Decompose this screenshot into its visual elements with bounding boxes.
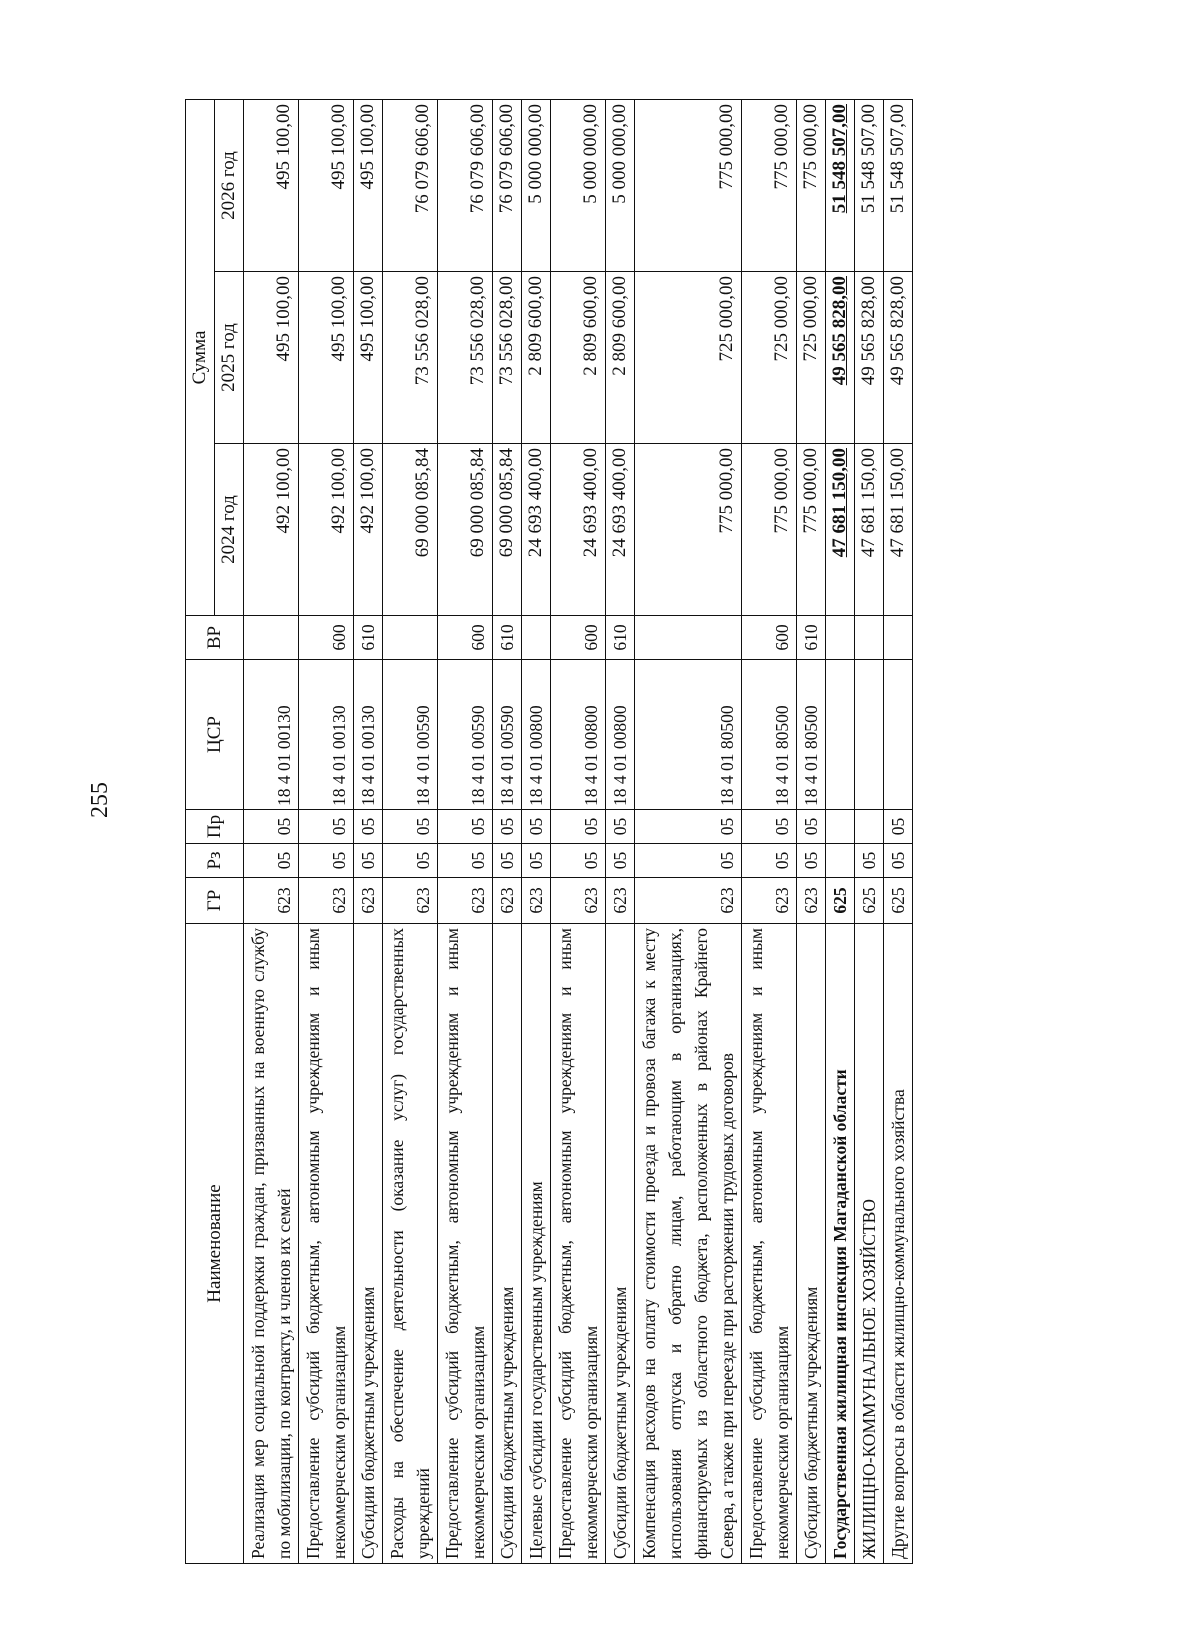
cell-vr: 600 [438, 616, 493, 660]
header-gr: ГР [186, 878, 244, 924]
cell-2026: 51 548 507,00 [826, 100, 855, 272]
cell-pr: 05 [493, 810, 522, 844]
cell-vr: 600 [299, 616, 354, 660]
cell-2025: 73 556 028,00 [383, 272, 438, 444]
header-row [186, 100, 215, 1564]
cell-pr: 05 [244, 810, 299, 844]
budget-table-sheet [185, 100, 1015, 1564]
cell-2025: 495 100,00 [299, 272, 354, 444]
cell-2026: 495 100,00 [354, 100, 383, 272]
cell-name: Целевые субсидии государственным учреждениям [522, 924, 551, 1564]
cell-2024: 47 681 150,00 [826, 444, 855, 616]
cell-csr: 18 4 01 80500 [797, 660, 826, 810]
cell-rz [826, 844, 855, 878]
header-2024: 2024 год [215, 444, 244, 616]
cell-gr: 623 [635, 878, 742, 924]
cell-vr [522, 616, 551, 660]
cell-csr: 18 4 01 80500 [742, 660, 797, 810]
cell-name: Субсидии бюджетным учреждениям [354, 924, 383, 1564]
cell-rz: 05 [884, 844, 913, 878]
cell-rz: 05 [299, 844, 354, 878]
cell-2024: 47 681 150,00 [855, 444, 884, 616]
cell-2026: 76 079 606,00 [438, 100, 493, 272]
table-row [797, 100, 826, 1564]
table-row [606, 100, 635, 1564]
table-row [522, 100, 551, 1564]
cell-rz: 05 [244, 844, 299, 878]
cell-2026: 775 000,00 [742, 100, 797, 272]
cell-rz: 05 [383, 844, 438, 878]
header-vr: ВР [186, 616, 244, 660]
cell-2026: 76 079 606,00 [383, 100, 438, 272]
table-row [551, 100, 606, 1564]
cell-pr: 05 [551, 810, 606, 844]
cell-2024: 775 000,00 [635, 444, 742, 616]
cell-vr: 610 [354, 616, 383, 660]
header-2026: 2026 год [215, 100, 244, 272]
table-row [354, 100, 383, 1564]
cell-vr [855, 616, 884, 660]
cell-vr: 610 [606, 616, 635, 660]
cell-2026: 495 100,00 [244, 100, 299, 272]
cell-gr: 623 [797, 878, 826, 924]
cell-name: Компенсация расходов на оплату стоимости проезда и провоза багажа к месту использования отпуска и обратно лицам, работающим в организациях, финансируемых из областного бюджета, расположенных в районах Крайнего Севера, а также при переезде при расторжении трудовых договоров [635, 924, 742, 1564]
cell-vr [826, 616, 855, 660]
cell-name: Расходы на обеспечение деятельности (оказание услуг) государственных учреждений [383, 924, 438, 1564]
table-row [635, 100, 742, 1564]
cell-gr: 623 [299, 878, 354, 924]
cell-pr: 05 [522, 810, 551, 844]
cell-gr: 623 [606, 878, 635, 924]
cell-name: Предоставление субсидий бюджетным, автономным учреждениям и иным некоммерческим организациям [299, 924, 354, 1564]
cell-pr: 05 [635, 810, 742, 844]
cell-2025: 49 565 828,00 [826, 272, 855, 444]
table-row [493, 100, 522, 1564]
cell-csr: 18 4 01 00800 [551, 660, 606, 810]
cell-rz: 05 [354, 844, 383, 878]
cell-2026: 775 000,00 [797, 100, 826, 272]
cell-2025: 2 809 600,00 [606, 272, 635, 444]
cell-pr: 05 [383, 810, 438, 844]
cell-name: Реализация мер социальной поддержки граждан, призванных на военную службу по мобилизации, по контракту, и членов их семей [244, 924, 299, 1564]
table-row [884, 100, 913, 1564]
table-row [244, 100, 299, 1564]
cell-rz: 05 [797, 844, 826, 878]
cell-vr [635, 616, 742, 660]
cell-gr: 623 [742, 878, 797, 924]
cell-csr: 18 4 01 80500 [635, 660, 742, 810]
cell-name: Предоставление субсидий бюджетным, автономным учреждениям и иным некоммерческим организациям [438, 924, 493, 1564]
cell-name: Предоставление субсидий бюджетным, автономным учреждениям и иным некоммерческим организациям [551, 924, 606, 1564]
cell-2024: 24 693 400,00 [606, 444, 635, 616]
table-row [383, 100, 438, 1564]
cell-name: Другие вопросы в области жилищно-коммунального хозяйства [884, 924, 913, 1564]
cell-csr: 18 4 01 00590 [493, 660, 522, 810]
cell-gr: 625 [884, 878, 913, 924]
cell-vr: 600 [551, 616, 606, 660]
cell-2025: 725 000,00 [797, 272, 826, 444]
cell-csr: 18 4 01 00800 [522, 660, 551, 810]
cell-gr: 625 [826, 878, 855, 924]
header-csr: ЦСР [186, 660, 244, 810]
cell-rz: 05 [551, 844, 606, 878]
cell-pr: 05 [742, 810, 797, 844]
cell-vr [244, 616, 299, 660]
cell-2026: 5 000 000,00 [606, 100, 635, 272]
cell-csr [884, 660, 913, 810]
header-sum: Сумма [186, 100, 215, 616]
table-body [244, 100, 913, 1564]
cell-csr: 18 4 01 00590 [438, 660, 493, 810]
cell-csr [855, 660, 884, 810]
cell-2026: 495 100,00 [299, 100, 354, 272]
cell-name: Государственная жилищная инспекция Магаданской области [826, 924, 855, 1564]
cell-csr: 18 4 01 00130 [354, 660, 383, 810]
cell-rz: 05 [742, 844, 797, 878]
cell-2026: 5 000 000,00 [551, 100, 606, 272]
cell-rz: 05 [438, 844, 493, 878]
cell-2025: 495 100,00 [244, 272, 299, 444]
table-row [855, 100, 884, 1564]
cell-vr: 610 [797, 616, 826, 660]
cell-pr [855, 810, 884, 844]
table-row [299, 100, 354, 1564]
cell-2025: 495 100,00 [354, 272, 383, 444]
cell-2025: 725 000,00 [635, 272, 742, 444]
cell-name: Субсидии бюджетным учреждениям [606, 924, 635, 1564]
cell-2024: 69 000 085,84 [438, 444, 493, 616]
cell-gr: 625 [855, 878, 884, 924]
cell-2026: 51 548 507,00 [884, 100, 913, 272]
cell-csr: 18 4 01 00590 [383, 660, 438, 810]
page-number: 255 [87, 782, 113, 818]
table-row [742, 100, 797, 1564]
cell-pr: 05 [438, 810, 493, 844]
header-2025: 2025 год [215, 272, 244, 444]
cell-2025: 73 556 028,00 [493, 272, 522, 444]
table-row [826, 100, 855, 1564]
cell-vr: 610 [493, 616, 522, 660]
header-rz: Рз [186, 844, 244, 878]
cell-csr: 18 4 01 00130 [244, 660, 299, 810]
cell-2026: 775 000,00 [635, 100, 742, 272]
cell-2024: 24 693 400,00 [522, 444, 551, 616]
cell-2024: 492 100,00 [299, 444, 354, 616]
cell-name: Субсидии бюджетным учреждениям [797, 924, 826, 1564]
cell-csr: 18 4 01 00800 [606, 660, 635, 810]
table-row [438, 100, 493, 1564]
cell-2025: 2 809 600,00 [522, 272, 551, 444]
header-pr: Пр [186, 810, 244, 844]
cell-2026: 5 000 000,00 [522, 100, 551, 272]
cell-gr: 623 [438, 878, 493, 924]
cell-csr [826, 660, 855, 810]
budget-table [185, 99, 913, 1564]
cell-rz: 05 [493, 844, 522, 878]
cell-2025: 2 809 600,00 [551, 272, 606, 444]
cell-2026: 51 548 507,00 [855, 100, 884, 272]
cell-2024: 24 693 400,00 [551, 444, 606, 616]
cell-rz: 05 [855, 844, 884, 878]
cell-vr: 600 [742, 616, 797, 660]
cell-gr: 623 [383, 878, 438, 924]
cell-pr: 05 [606, 810, 635, 844]
cell-pr: 05 [354, 810, 383, 844]
cell-pr: 05 [797, 810, 826, 844]
cell-2024: 775 000,00 [797, 444, 826, 616]
cell-rz: 05 [522, 844, 551, 878]
cell-pr: 05 [299, 810, 354, 844]
cell-gr: 623 [354, 878, 383, 924]
cell-2024: 492 100,00 [354, 444, 383, 616]
cell-gr: 623 [244, 878, 299, 924]
cell-gr: 623 [551, 878, 606, 924]
cell-2025: 49 565 828,00 [884, 272, 913, 444]
cell-2025: 49 565 828,00 [855, 272, 884, 444]
cell-csr: 18 4 01 00130 [299, 660, 354, 810]
header-name: Наименование [186, 924, 244, 1564]
cell-2026: 76 079 606,00 [493, 100, 522, 272]
cell-2024: 69 000 085,84 [493, 444, 522, 616]
cell-2025: 725 000,00 [742, 272, 797, 444]
cell-gr: 623 [522, 878, 551, 924]
cell-name: Предоставление субсидий бюджетным, автономным учреждениям и иным некоммерческим организациям [742, 924, 797, 1564]
cell-name: ЖИЛИЩНО-КОММУНАЛЬНОЕ ХОЗЯЙСТВО [855, 924, 884, 1564]
cell-2024: 47 681 150,00 [884, 444, 913, 616]
cell-gr: 623 [493, 878, 522, 924]
cell-rz: 05 [606, 844, 635, 878]
cell-2024: 69 000 085,84 [383, 444, 438, 616]
cell-pr [826, 810, 855, 844]
cell-2025: 73 556 028,00 [438, 272, 493, 444]
cell-vr [884, 616, 913, 660]
cell-pr: 05 [884, 810, 913, 844]
cell-rz: 05 [635, 844, 742, 878]
cell-name: Субсидии бюджетным учреждениям [493, 924, 522, 1564]
cell-2024: 492 100,00 [244, 444, 299, 616]
cell-vr [383, 616, 438, 660]
cell-2024: 775 000,00 [742, 444, 797, 616]
